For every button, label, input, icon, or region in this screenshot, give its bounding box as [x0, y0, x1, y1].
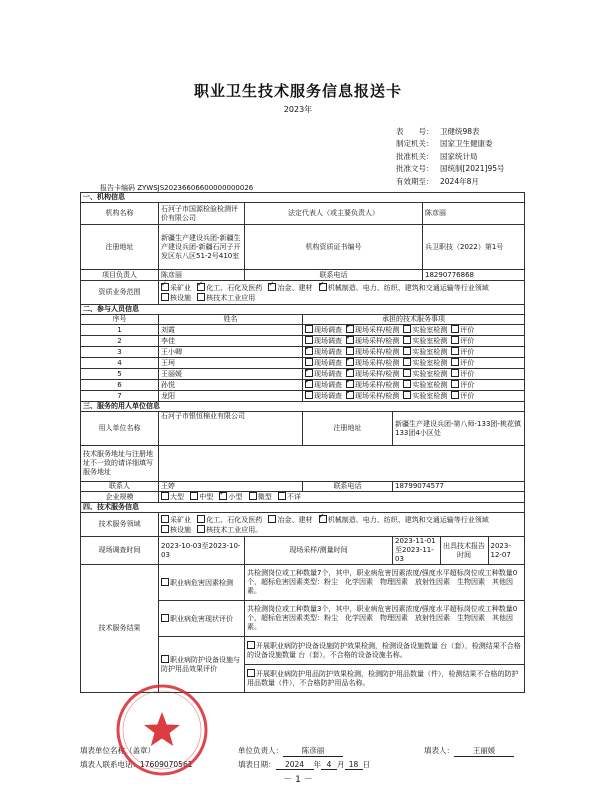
staff-item-option: [451, 359, 474, 367]
staff-name: 王小卿: [159, 347, 303, 358]
domain-label: 技术服务领域: [81, 513, 159, 537]
result3-text-body: 开展职业病防护设备设施防护效果检测，检测设备设施数量 台（套），检测结果不合格的设备设施数量 台（套），不合格的设备设施名称。: [247, 642, 521, 659]
staff-item-option: [305, 381, 342, 389]
unit-address-label: 注册地址: [303, 412, 393, 446]
info-form-table: [80, 192, 525, 693]
checkbox-unchecked: [451, 358, 459, 366]
staff-item-option: [305, 370, 342, 378]
org-address-value: 新疆生产建设兵团-新疆生产建设兵团-新疆石河子开发区东八区51-2号410室: [159, 225, 245, 270]
fill-date-month: 4: [321, 760, 337, 770]
staff-item-option: [451, 326, 474, 334]
checkbox-unchecked: [451, 325, 459, 333]
domain-option: [319, 516, 489, 524]
domain-option: [197, 526, 262, 534]
org-name-value: 石河子市国源检验检测评价有限公司: [159, 203, 245, 225]
checkbox-unchecked: [403, 347, 411, 355]
domain-option: [197, 516, 262, 524]
form-meta: [396, 126, 504, 188]
fill-date-label: 填表日期：: [238, 760, 276, 769]
staff-item-label: 评价: [460, 348, 475, 356]
staff-item-option: [451, 370, 474, 378]
checkbox-unchecked: [197, 525, 205, 533]
result1-text: 共检测岗位或工种数量7个，其中，职业病危害因素浓度/强度水平超标岗位或工种数量0个，超标危害因素类型：粉尘 化学因素 物理因素 放射性因素 生物因素 其他因素。: [245, 565, 525, 601]
scope-option: [268, 284, 312, 292]
service-address-label: 技术服务地址与注册地址不一致的请详细填写服务地址: [81, 446, 159, 482]
fill-date-day-unit: 日: [362, 760, 370, 769]
staff-item-label: 现场调查: [314, 348, 342, 356]
domain-option-label: 核技术工业应用。: [206, 525, 263, 534]
staff-item-option: [451, 337, 474, 345]
scope-option: [161, 284, 191, 292]
survey-time-label: 现场调查时间: [81, 537, 159, 565]
staff-col-name: 姓名: [159, 315, 303, 325]
fill-date-year: 2024: [276, 760, 314, 770]
principal-field: [238, 745, 343, 757]
result4-text: [245, 665, 525, 693]
unit-phone-value: 18799074577: [393, 482, 525, 492]
staff-item-label: 现场采样/检测: [355, 381, 400, 389]
staff-item-option: [451, 381, 474, 389]
staff-item-option: [305, 348, 342, 356]
staff-item-label: 实验室检测: [412, 359, 448, 367]
staff-row: [81, 347, 525, 358]
principal-value: 陈彦丽: [283, 745, 343, 757]
contact-label: 联系人: [81, 482, 159, 492]
size-option-label: 中型: [199, 493, 214, 501]
staff-item-label: 现场采样/检测: [355, 392, 400, 400]
staff-item-option: [346, 359, 399, 367]
filler-phone-label: 填表人联系电话：: [80, 760, 140, 769]
checkbox-unchecked: [451, 347, 459, 355]
staff-item-label: 现场调查: [314, 337, 342, 345]
filler-unit-label: 填表单位名称（盖章）: [80, 746, 155, 755]
staff-no: 1: [81, 325, 159, 336]
meta-value: 国统制[2021]95号: [440, 164, 505, 174]
staff-item-label: 现场调查: [314, 381, 342, 389]
staff-item-label: 现场调查: [314, 326, 342, 334]
filler-value: 王丽媛: [454, 745, 514, 757]
staff-item-option: [346, 326, 399, 334]
staff-item-label: 评价: [460, 326, 475, 334]
size-option: [219, 493, 242, 501]
staff-items: [303, 369, 525, 380]
staff-item-label: 现场调查: [314, 392, 342, 400]
checkbox-unchecked: [403, 336, 411, 344]
checkbox-checked: [219, 492, 227, 500]
staff-item-option: [403, 337, 447, 345]
report-time-value: 2023-12-07: [490, 541, 511, 559]
meta-key: 有效期至：: [396, 176, 434, 186]
pm-label: 项目负责人: [81, 270, 159, 281]
section-staff-title: 二、参与人员信息: [81, 305, 525, 315]
checkbox-checked: [305, 347, 313, 355]
checkbox-unchecked: [403, 380, 411, 388]
checkbox-unchecked: [161, 492, 169, 500]
staff-item-option: [305, 337, 342, 345]
staff-name: 孙悦: [159, 380, 303, 391]
checkbox-unchecked: [268, 515, 276, 523]
checkbox-unchecked: [403, 358, 411, 366]
staff-items: [303, 358, 525, 369]
checkbox-unchecked: [403, 369, 411, 377]
checkbox-checked: [268, 283, 276, 291]
staff-item-label: 现场采样/检测: [355, 348, 400, 356]
size-option: [278, 493, 301, 501]
staff-item-label: 现场采样/检测: [355, 370, 400, 378]
scope-options: [159, 281, 525, 305]
time-split-cell: [393, 537, 525, 565]
staff-item-label: 现场采样/检测: [355, 337, 400, 345]
org-name-label: 机构名称: [81, 203, 159, 225]
checkbox-unchecked: [451, 369, 459, 377]
staff-item-option: [451, 392, 474, 400]
checkbox-checked: [305, 380, 313, 388]
staff-item-option: [403, 392, 447, 400]
staff-row: [81, 391, 525, 402]
scope-option: [161, 294, 191, 302]
staff-item-label: 评价: [460, 370, 475, 378]
staff-row: [81, 358, 525, 369]
scope-label: 资质业务范围: [81, 281, 159, 305]
domain-options: [159, 513, 525, 537]
result2-label: [159, 601, 245, 637]
checkbox-unchecked: [247, 669, 255, 677]
filler-field: [424, 745, 514, 757]
staff-row: [81, 369, 525, 380]
meta-key: 批准文号：: [396, 164, 434, 174]
section-org-title: 一、机构信息: [81, 193, 525, 203]
scope-option-label: 化工、石化及医药: [206, 283, 263, 292]
pm-value: 陈彦丽: [159, 270, 245, 281]
checkbox-checked: [346, 391, 354, 399]
staff-no: 6: [81, 380, 159, 391]
checkbox-checked: [346, 380, 354, 388]
staff-row: [81, 380, 525, 391]
meta-value: 国家统计局: [440, 151, 478, 161]
result3-text: [245, 637, 525, 665]
checkbox-unchecked: [161, 614, 169, 622]
checkbox-checked: [346, 358, 354, 366]
size-option: [249, 493, 272, 501]
scope-option-label: 核技术工业应用: [206, 293, 256, 302]
staff-item-label: 评价: [460, 392, 475, 400]
fill-date-field: [238, 759, 370, 770]
staff-item-option: [403, 381, 447, 389]
org-phone-value: 18290776868: [423, 270, 525, 281]
checkbox-checked: [161, 283, 169, 291]
unit-name-value: 石河子市银恒棉业有限公司: [159, 412, 303, 446]
staff-item-label: 评价: [460, 337, 475, 345]
staff-item-option: [451, 348, 474, 356]
fill-date-month-unit: 月: [337, 760, 345, 769]
checkbox-unchecked: [247, 641, 255, 649]
staff-item-label: 现场采样/检测: [355, 326, 400, 334]
checkbox-unchecked: [161, 525, 169, 533]
checkbox-unchecked: [249, 492, 257, 500]
staff-name: 王丽媛: [159, 369, 303, 380]
checkbox-checked: [319, 515, 327, 523]
checkbox-unchecked: [403, 391, 411, 399]
staff-item-option: [346, 337, 399, 345]
sampling-time-value: 2023-11-01至2023-11-03: [393, 537, 440, 564]
staff-name: 刘霞: [159, 325, 303, 336]
size-option-label: 小型: [228, 493, 243, 501]
staff-item-option: [403, 359, 447, 367]
principal-label: 单位负责人：: [238, 746, 283, 755]
checkbox-checked: [346, 336, 354, 344]
domain-option-label: 采矿业: [170, 515, 191, 524]
staff-item-label: 现场调查: [314, 359, 342, 367]
fill-date-day: 18: [345, 760, 363, 770]
staff-item-label: 现场调查: [314, 370, 342, 378]
unit-phone-label: 联系电话: [303, 482, 393, 492]
meta-value: 卫健统98表: [440, 127, 480, 136]
staff-items: [303, 347, 525, 358]
staff-item-option: [305, 326, 342, 334]
checkbox-unchecked: [305, 336, 313, 344]
checkbox-unchecked: [305, 391, 313, 399]
domain-option: [268, 516, 312, 524]
staff-item-label: 实验室检测: [412, 326, 448, 334]
staff-no: 4: [81, 358, 159, 369]
time-split-table: [393, 537, 524, 564]
report-year: 2023年: [283, 105, 313, 114]
staff-col-no: 序号: [81, 315, 159, 325]
staff-no: 3: [81, 347, 159, 358]
staff-item-option: [346, 392, 399, 400]
staff-item-label: 现场采样/检测: [355, 359, 400, 367]
staff-col-items: 承担的技术服务事项: [303, 315, 525, 325]
staff-item-label: 实验室检测: [412, 392, 448, 400]
checkbox-checked: [346, 369, 354, 377]
filler-label: 填表人：: [424, 746, 454, 755]
checkbox-unchecked: [161, 515, 169, 523]
fill-date-year-unit: 年: [313, 760, 321, 769]
cert-value: 兵卫职技（2022）第1号: [423, 225, 525, 270]
staff-item-label: 评价: [460, 359, 475, 367]
domain-option-label: 冶金、建材: [277, 515, 313, 524]
scope-option-label: 核设施: [170, 293, 191, 302]
scope-option: [319, 284, 489, 292]
legal-rep-value: 陈彦丽: [423, 203, 525, 225]
staff-item-option: [305, 392, 342, 400]
meta-value: 国家卫生健康委: [440, 139, 493, 149]
scope-option-label: 机械制造、电力、纺织、建筑和交通运输等行业领域: [327, 283, 489, 292]
staff-items: [303, 325, 525, 336]
size-option-label: 微型: [257, 493, 272, 501]
staff-item-label: 实验室检测: [412, 381, 448, 389]
results-label: 技术服务结果: [81, 565, 159, 693]
staff-row: [81, 336, 525, 347]
scope-option-label: 采矿业: [170, 283, 191, 292]
domain-option: [161, 526, 191, 534]
meta-key: 表 号：: [396, 127, 434, 136]
staff-item-option: [346, 370, 399, 378]
staff-items: [303, 380, 525, 391]
checkbox-unchecked: [197, 515, 205, 523]
size-option: [161, 493, 184, 501]
result1-label: [159, 565, 245, 601]
staff-item-label: 实验室检测: [412, 348, 448, 356]
service-address-value: [159, 446, 525, 482]
checkbox-checked: [197, 283, 205, 291]
checkbox-unchecked: [278, 492, 286, 500]
checkbox-unchecked: [305, 358, 313, 366]
checkbox-unchecked: [403, 325, 411, 333]
staff-name: 王珂: [159, 358, 303, 369]
survey-time-value: 2023-10-03至2023-10-03: [159, 537, 245, 565]
org-address-label: 注册地址: [81, 225, 159, 270]
cert-label: 机构资质证书编号: [245, 225, 423, 270]
unit-name-label: 用人单位名称: [81, 412, 159, 446]
contact-value: 王婷: [159, 482, 303, 492]
result1-label-text: 职业病危害因素检测: [170, 578, 233, 587]
section-service-title: 四、技术服务信息: [81, 503, 525, 513]
report-card-code: 报告卡编码 ZYWSJS20236606600000000026: [100, 184, 254, 192]
checkbox-unchecked: [161, 293, 169, 301]
seal-star-icon: [144, 712, 180, 746]
checkbox-unchecked: [197, 293, 205, 301]
staff-name: 龙阳: [159, 391, 303, 402]
page-title: 职业卫生技术服务信息报送卡: [193, 82, 402, 100]
checkbox-unchecked: [190, 492, 198, 500]
checkbox-unchecked: [161, 578, 169, 586]
staff-row: [81, 325, 525, 336]
checkbox-unchecked: [305, 325, 313, 333]
staff-no: 2: [81, 336, 159, 347]
filler-phone-value: 17609070561: [140, 760, 193, 769]
staff-item-label: 实验室检测: [412, 370, 448, 378]
staff-no: 5: [81, 369, 159, 380]
size-label: 企业规模: [81, 492, 159, 503]
size-option: [190, 493, 213, 501]
official-seal: [112, 680, 212, 780]
unit-address-value: 新疆生产建设兵团-第八师-133团-桃花镇133团4小区处: [393, 412, 525, 446]
scope-option: [197, 294, 255, 302]
checkbox-checked: [305, 369, 313, 377]
checkbox-unchecked: [451, 380, 459, 388]
domain-option-label: 化工、石化及医药: [206, 515, 263, 524]
size-option-label: 大型: [170, 493, 184, 501]
checkbox-unchecked: [161, 655, 169, 663]
staff-item-option: [305, 359, 342, 367]
sampling-time-label: 现场采样/测量时间: [245, 537, 393, 565]
domain-option-label: 机械制造、电力、纺织、建筑和交通运输等行业领域: [327, 515, 489, 524]
result4-text-body: 开展职业病防护用品防护效果检测，检测防护用品数量（件），检测结果不合格的防护用品数量（件），不合格防护用品名称。: [247, 670, 519, 687]
report-time-label: 出具技术报告时间: [440, 537, 488, 564]
staff-items: [303, 336, 525, 347]
domain-option-label: 核设施: [170, 525, 191, 534]
section-employer-title: 三、服务的用人单位信息: [81, 402, 525, 412]
staff-items: [303, 391, 525, 402]
staff-item-option: [403, 348, 447, 356]
staff-no: 7: [81, 391, 159, 402]
staff-item-label: 评价: [460, 381, 475, 389]
meta-value: 2024年8月: [440, 176, 479, 186]
checkbox-unchecked: [346, 347, 354, 355]
result2-text: 共检测岗位或工种数量3个，其中，职业病危害因素浓度/强度水平超标岗位或工种数量0个，超标危害因素类型：粉尘 化学因素 物理因素 放射性因素 生物因素 其他因素。: [245, 601, 525, 637]
checkbox-checked: [319, 283, 327, 291]
size-options: [159, 492, 525, 503]
staff-item-option: [403, 370, 447, 378]
scope-option-label: 冶金、建材: [277, 283, 313, 292]
page-number: － 1 －: [283, 775, 313, 785]
staff-item-option: [403, 326, 447, 334]
checkbox-checked: [346, 325, 354, 333]
meta-key: 制定机关：: [396, 139, 434, 149]
legal-rep-label: 法定代表人（或主要负责人）: [245, 203, 423, 225]
result2-label-text: 职业病危害现状评价: [170, 614, 233, 623]
staff-item-option: [346, 381, 399, 389]
checkbox-unchecked: [451, 336, 459, 344]
scope-option: [197, 284, 262, 292]
staff-name: 李佳: [159, 336, 303, 347]
staff-item-option: [346, 348, 399, 356]
meta-key: 批准机关：: [396, 151, 434, 161]
org-phone-label: 联系电话: [245, 270, 423, 281]
result3-label-text: 职业病防护设备设施与防护用品效果评价: [161, 656, 240, 673]
checkbox-unchecked: [451, 391, 459, 399]
size-option-label: 不详: [286, 493, 301, 501]
staff-item-label: 实验室检测: [412, 337, 448, 345]
domain-option: [161, 516, 191, 524]
